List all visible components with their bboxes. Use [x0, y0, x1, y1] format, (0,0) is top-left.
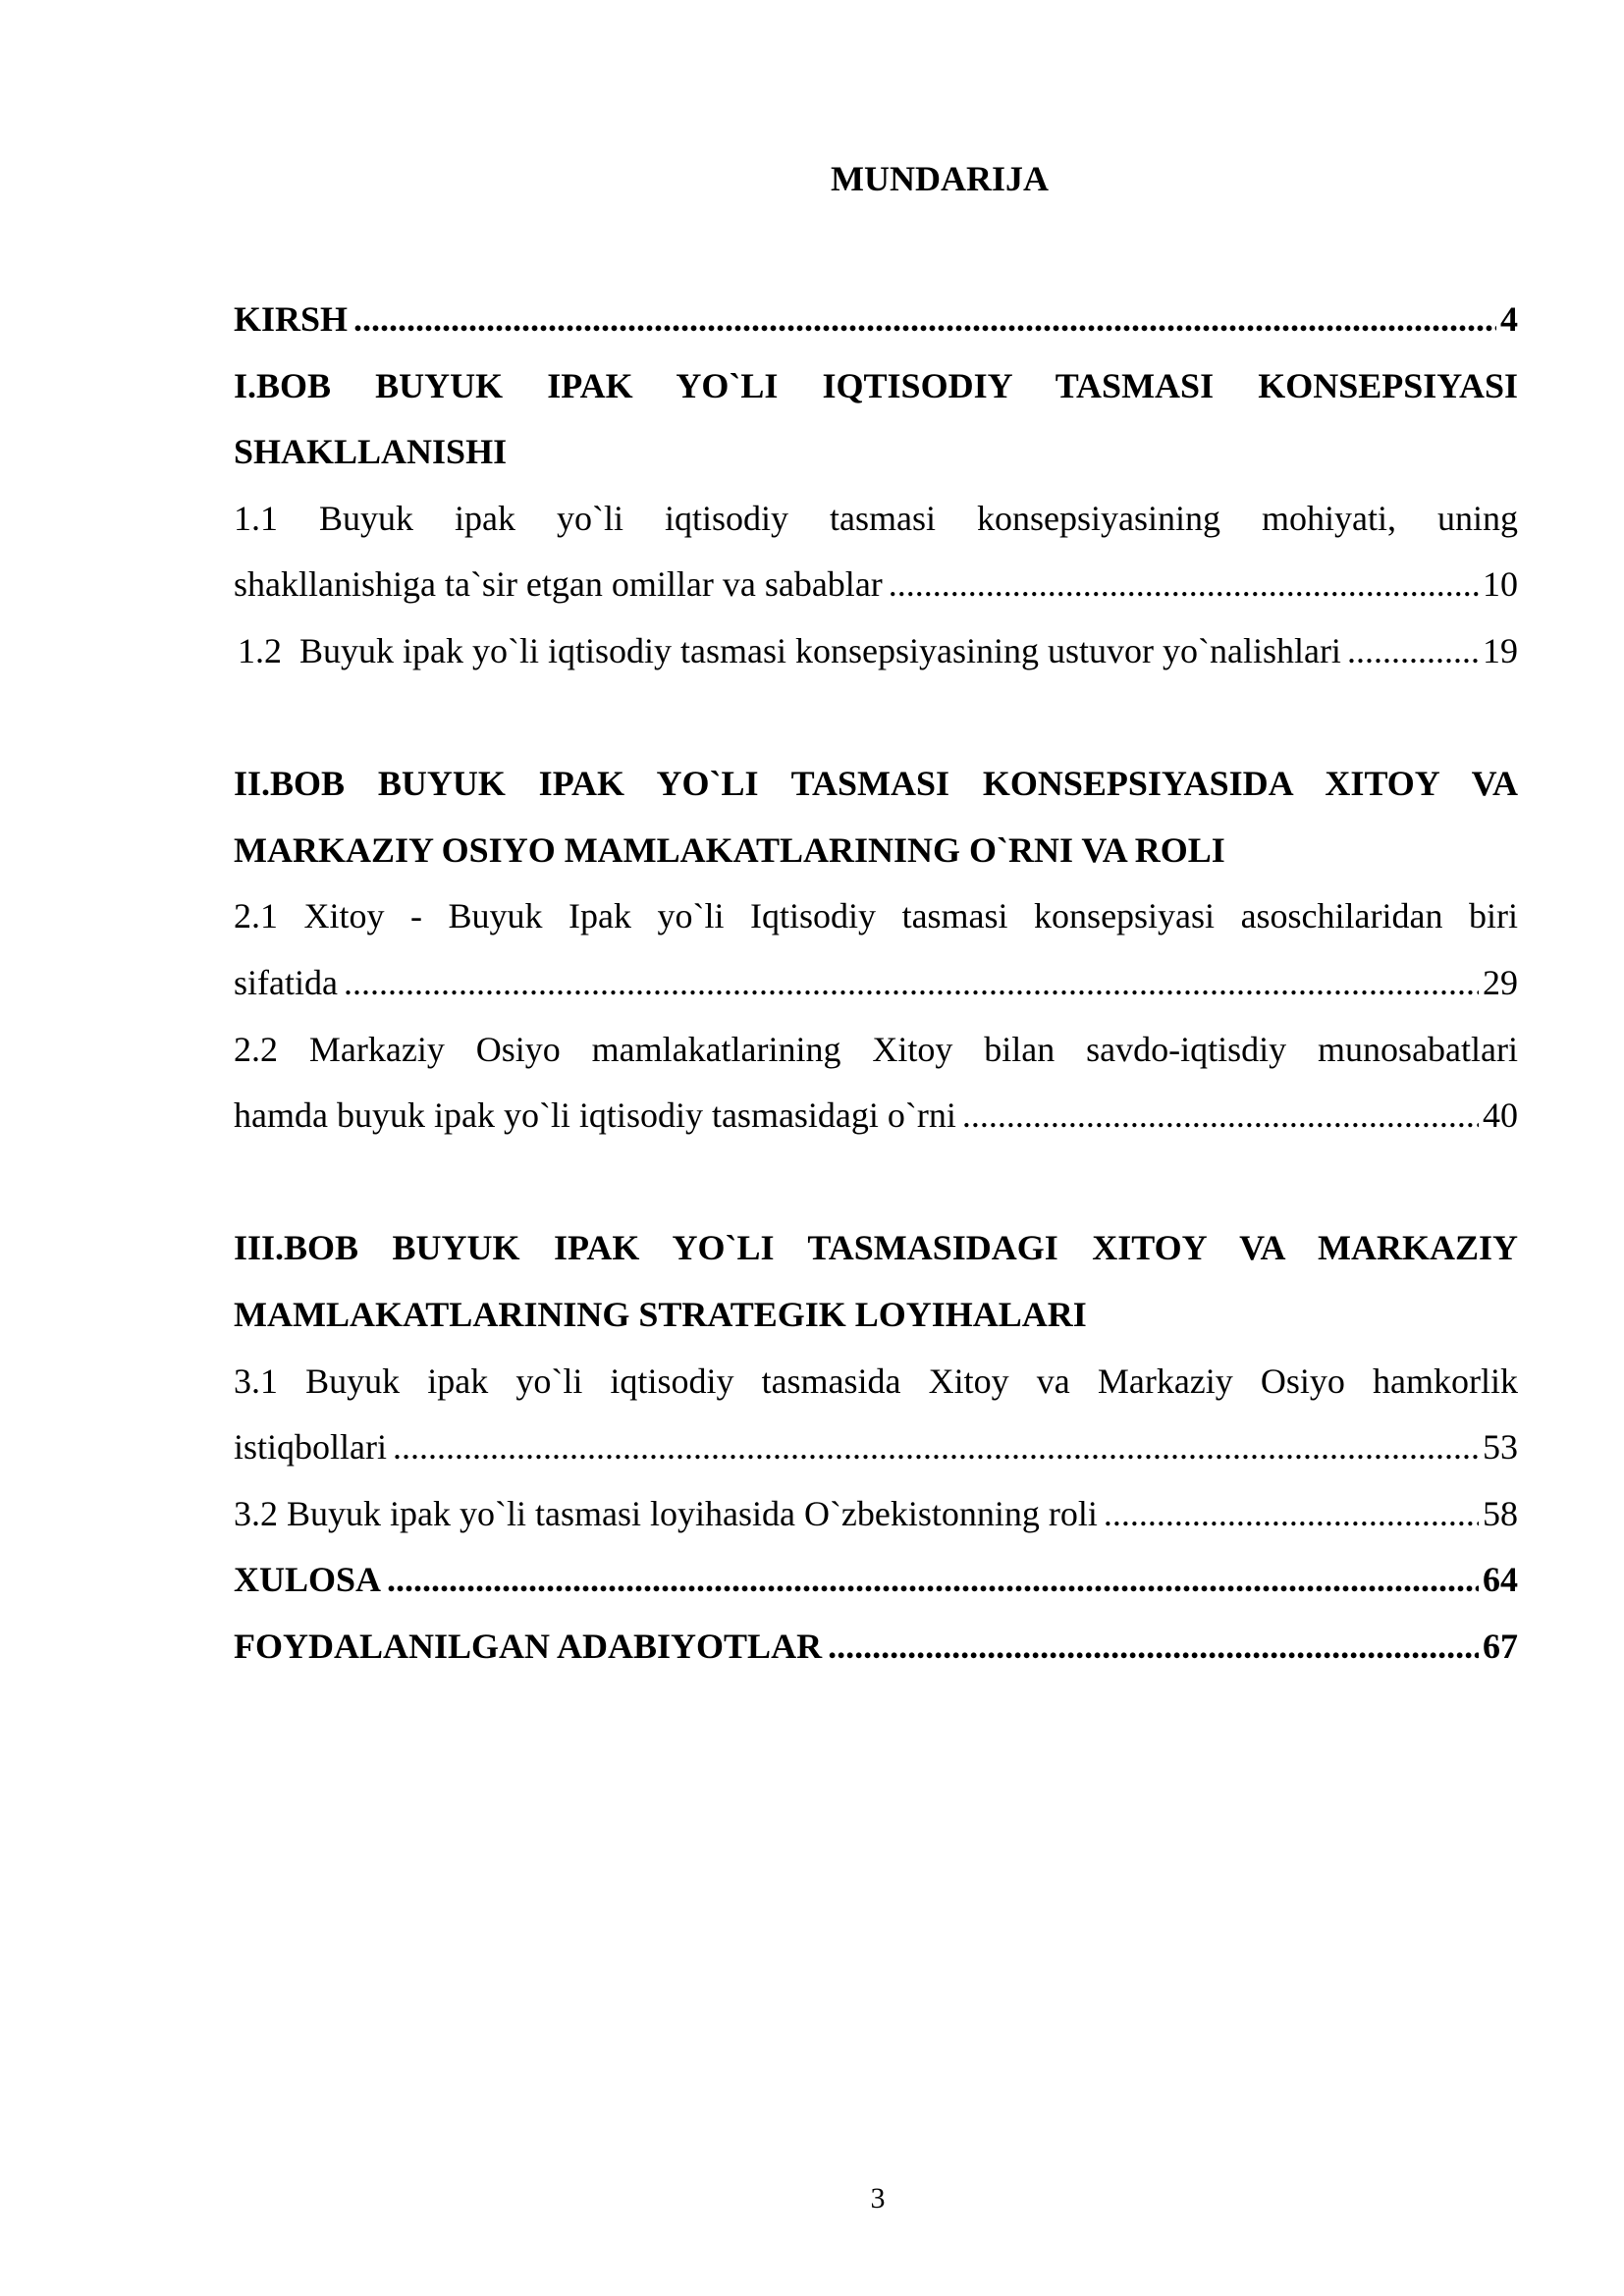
- toc-section-1-2[interactable]: [234, 618, 1518, 685]
- spacer: [234, 685, 1518, 752]
- toc-entry-intro[interactable]: [234, 287, 1518, 353]
- dot-leader: [344, 950, 1479, 1017]
- toc-chapter-1-line-1[interactable]: I.BOB BUYUK IPAK YO`LI IQTISODIY TASMASI KONSEPSIYASI: [234, 365, 1518, 405]
- toc-page-number: 64: [1483, 1560, 1518, 1600]
- toc-chapter-3-line-2[interactable]: MAMLAKATLARINING STRATEGIK LOYIHALARI: [234, 1294, 1087, 1334]
- toc-entry-label: sifatida: [234, 962, 338, 1002]
- dot-leader: [889, 552, 1479, 618]
- toc-chapter-3-line-1[interactable]: III.BOB BUYUK IPAK YO`LI TASMASIDAGI XITOY VA MARKAZIY: [234, 1228, 1518, 1268]
- toc-page-number: 29: [1483, 962, 1518, 1002]
- toc-page-number: 10: [1483, 564, 1518, 605]
- toc-section-3-1-line-2[interactable]: [234, 1415, 1518, 1481]
- toc-page-number: 58: [1483, 1493, 1518, 1533]
- toc-section-1-1-line-1[interactable]: 1.1 Buyuk ipak yo`li iqtisodiy tasmasi konsepsiyasining mohiyati, uning: [234, 498, 1518, 538]
- toc-entry-label: XULOSA: [234, 1560, 382, 1600]
- toc-section-2-1-line-2[interactable]: [234, 950, 1518, 1017]
- dot-leader: [353, 287, 1496, 353]
- spacer: [234, 1149, 1518, 1216]
- dot-leader: [1104, 1481, 1479, 1548]
- dot-leader: [393, 1415, 1479, 1481]
- dot-leader: [828, 1614, 1479, 1681]
- page-number: 3: [870, 2182, 886, 2215]
- dot-leader: [387, 1547, 1479, 1614]
- toc-chapter-2-line-2[interactable]: MARKAZIY OSIYO MAMLAKATLARINING O`RNI VA ROLI: [234, 829, 1225, 870]
- dot-leader: [962, 1083, 1479, 1149]
- toc-page-number: 53: [1483, 1427, 1518, 1468]
- page-title: MUNDARIJA: [831, 159, 1049, 198]
- toc-entry-label: FOYDALANILGAN ADABIYOTLAR: [234, 1626, 823, 1666]
- dot-leader: [1347, 618, 1479, 685]
- toc-entry-label: KIRSH: [234, 299, 349, 339]
- toc-section-3-2[interactable]: [234, 1481, 1518, 1548]
- table-of-contents: [234, 287, 1518, 1680]
- toc-section-1-1-line-2[interactable]: [234, 552, 1518, 618]
- toc-entry-label: hamda buyuk ipak yo`li iqtisodiy tasmasidagi o`rni: [234, 1095, 956, 1136]
- toc-entry-conclusion[interactable]: [234, 1547, 1518, 1614]
- toc-entry-label: istiqbollari: [234, 1427, 387, 1468]
- toc-chapter-2-line-1[interactable]: II.BOB BUYUK IPAK YO`LI TASMASI KONSEPSIYASIDA XITOY VA: [234, 764, 1518, 804]
- toc-page-number: 4: [1500, 299, 1518, 339]
- toc-entry-references[interactable]: [234, 1614, 1518, 1681]
- toc-entry-label: 3.2 Buyuk ipak yo`li tasmasi loyihasida O`zbekistonning roli: [234, 1493, 1098, 1533]
- toc-section-3-1-line-1[interactable]: 3.1 Buyuk ipak yo`li iqtisodiy tasmasida Xitoy va Markaziy Osiyo hamkorlik: [234, 1361, 1518, 1401]
- toc-section-2-1-line-1[interactable]: 2.1 Xitoy - Buyuk Ipak yo`li Iqtisodiy tasmasi konsepsiyasi asoschilaridan biri: [234, 896, 1518, 936]
- toc-page-number: 19: [1483, 630, 1518, 670]
- toc-entry-label: shakllanishiga ta`sir etgan omillar va sabablar: [234, 564, 883, 605]
- toc-chapter-1-line-2[interactable]: SHAKLLANISHI: [234, 432, 508, 472]
- toc-page-number: 40: [1483, 1095, 1518, 1136]
- toc-section-2-2-line-1[interactable]: 2.2 Markaziy Osiyo mamlakatlarining Xitoy bilan savdo-iqtisdiy munosabatlari: [234, 1029, 1518, 1069]
- toc-page-number: 67: [1483, 1626, 1518, 1666]
- toc-section-2-2-line-2[interactable]: [234, 1083, 1518, 1149]
- toc-entry-label: 1.2 Buyuk ipak yo`li iqtisodiy tasmasi konsepsiyasining ustuvor yo`nalishlari: [238, 630, 1341, 670]
